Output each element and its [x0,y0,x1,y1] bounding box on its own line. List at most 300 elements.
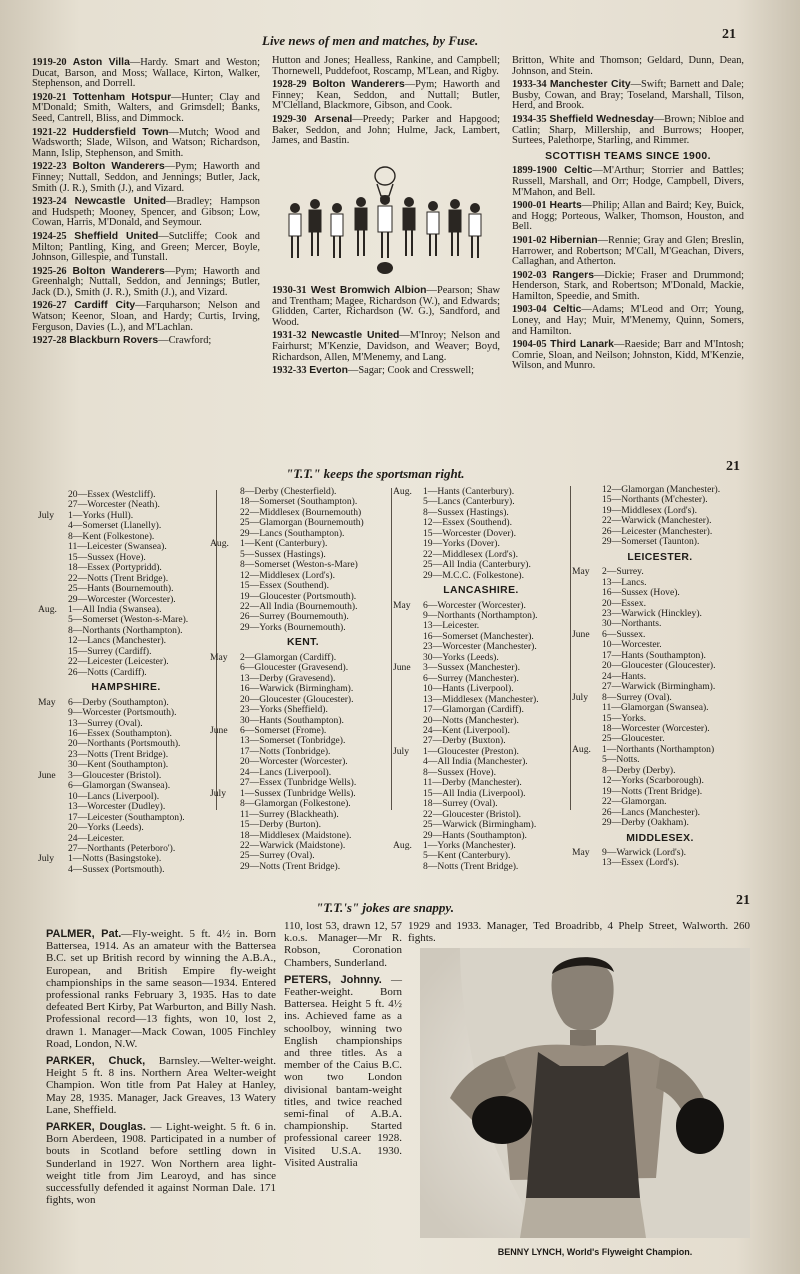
fixture-text: 23—Worcester (Manchester). [423,641,537,653]
fixture-text: 6—Sussex. [602,628,646,640]
team-name: Newcastle United [311,330,400,342]
team-entry [512,115,744,147]
fixture-text: 24—Hants. [602,670,646,682]
column-divider [570,486,571,810]
section1-page-number: 21 [722,27,736,42]
team-name: Cardiff City [74,300,136,312]
section2-header: "T.T." keeps the sportsman right. [286,466,465,481]
team-entry [272,115,500,147]
season-year: 1904-05 [512,339,547,351]
fixture-text: 12—Middlesex (Lord's). [240,569,335,581]
team-players: —Philip; Allan and Baird; Key, Buick, and Hogg; Porteous, Walker, Thomson, Houston, and Bell. [512,200,744,233]
county-heading: LANCASHIRE. [443,585,519,597]
section3-column-1 [46,928,276,1211]
fixture-text: 8—Kent (Folkestone). [68,530,155,542]
fixture-text: 18—Middlesex (Maidstone). [240,829,352,841]
team-name: Hearts [549,200,582,212]
team-entry [32,128,260,160]
fixture-month: May [393,599,411,611]
fixture-text: 3—Gloucester (Bristol). [68,769,162,781]
fixture-text: 4—All India (Manchester). [423,756,528,768]
fixture-month: June [393,662,411,674]
team-name: Aston Villa [72,57,130,68]
fixture-text: 8—Derby (Derby). [602,764,676,776]
column-divider [391,488,392,810]
fixture-row [572,703,748,713]
fixture-text: 1—All India (Swansea). [68,603,162,615]
fixture-text: 18—Surrey (Oval). [423,798,498,810]
team-entry [272,331,500,363]
season-year: 1901-02 [512,234,547,246]
fixture-row [393,862,569,872]
fixture-text: 13—Surrey (Oval). [68,717,143,729]
section1-header: Live news of men and matches, by Fuse. [262,33,479,48]
section1-column-2-bottom [272,286,500,380]
fixture-text: 1—Yorks (Hull). [68,509,134,521]
fixture-text: 15—Worcester (Dover). [423,527,516,539]
fixture-text: 10—Lancs (Liverpool). [68,790,160,802]
section3-column-2 [284,920,402,1174]
biography-continuation: 1929 and 1933. Manager, Ted Broadribb, 4 Phelp Street, Walworth. 260 fights. [408,920,750,945]
team-entry [272,366,500,377]
team-name: Manchester City [549,79,631,91]
fixture-text: 8—Somerset (Weston-s-Mare) [240,559,358,571]
fixture-month: July [38,853,54,865]
biography-entry [46,1121,276,1206]
fixture-row [38,823,214,833]
season-year: 1928-29 [272,79,307,91]
caption-name: BENNY LYNCH, [497,1247,565,1257]
fixture-text: 13—Middlesex (Manchester). [423,693,539,705]
team-players: —Hardy. Smart and Weston; Ducat, Barson, and Moss; Wallace, Kirton, Walker, Stephenson, and Dorrell. [32,57,260,90]
team-players: —Farquharson; Nelson and Watson; Keenor, Sloan, and Hardy; Curtis, Irving, Ferguson, Davies (L.), and M'Lachlan. [32,300,261,333]
fixture-text: 5—Lancs (Canterbury). [423,496,515,508]
fixture-text: 9—Warwick (Lord's). [602,846,687,858]
fixture-text: 6—Worcester (Worcester). [423,599,526,611]
season-year: 1932-33 [272,365,307,377]
fixture-text: 12—Essex (Southend). [423,517,512,529]
team-players: —Brown; Nibloe and Catlin; Sharp, Millership, and Burrows; Hooper, Surtees, Palethorpe, Starling, and Rimmer. [512,113,744,147]
fixture-text: 5—Notts. [602,754,640,766]
team-players: —Dickie; Fraser and Drummond; Henderson, Stark, and Robertson; M'Donald, Mackie, Hamilton, Speedie, and Smith. [512,269,744,302]
team-name: Newcastle United [74,196,167,208]
fixture-text: 6—Surrey (Manchester). [423,672,519,684]
fixture-month: July [572,691,588,703]
fixture-text: 13—Lancs. [602,576,647,588]
season-year: 1900-01 [512,200,547,212]
fixture-text: 8—Notts (Trent Bridge). [423,860,519,872]
season-year: 1924-25 [32,230,67,242]
team-name: Tottenham Hotspur [72,91,172,103]
boxer-photograph [420,948,750,1238]
season-year: 1933-34 [512,79,547,91]
season-year: 1903-04 [512,304,547,316]
biography-text: —Fly-weight. 5 ft. 4½ in. Born Battersea, 1914. As an amateur with the Battersea B.C. set up British record by winning the A.B.A., European, and British Empire fly-weight championships in the same season—1934. Entered professional ranks February 3, 1935. Has to date defeated Bert Kirby, Pat Warburton, and Billy Nash. Professional record—13 fights, won 10, lost 2, drawn 1. Manager—Mack Cowan, 1005 Finchley Road, London, N.W. [46,928,276,1050]
fixture-text: 26—Surrey (Bournemouth). [240,611,349,623]
fixture-text: 20—Gloucester (Gloucester). [240,693,354,705]
fixture-text: 8—Sussex (Hove). [423,766,497,778]
fixture-row [572,818,748,828]
fixture-row [210,623,396,633]
fixture-text: 25—Warwick (Birmingham). [423,819,537,831]
fixture-text: 30—Northants. [602,618,662,630]
fixture-text: 20—Worcester (Worcester). [240,756,348,768]
fixture-text: 1—Hants (Canterbury). [423,486,515,497]
fixture-text: 19—Yorks (Dover). [423,538,500,550]
fixture-text: 25—Glamorgan (Bournemouth) [240,517,364,529]
team-name: Bolton Wanderers [72,161,165,173]
fixture-text: 25—Surrey (Oval). [240,850,315,862]
team-entry [32,93,260,125]
section2-column-3 [393,487,569,872]
team-entry [512,166,744,198]
season-year: 1934-35 [512,113,547,125]
fixture-text: 1—Notts (Basingstoke). [68,853,162,865]
fixture-text: 26—Lancs (Manchester). [602,806,701,818]
section3-header: "T.T.'s" jokes are snappy. [316,900,454,915]
fixture-text: 15—All India (Liverpool). [423,787,526,799]
season-year: 1919-20 [32,57,67,68]
team-entry [272,80,500,112]
section1-column-2-top [272,56,500,150]
fixture-row [572,745,748,755]
season-year: 1923-24 [32,196,67,208]
fixture-text: 20—Essex. [602,597,646,609]
fixture-text: 5—Sussex (Hastings). [240,548,326,560]
season-year: 1899-1900 [512,165,558,177]
team-entry [32,232,260,264]
fixture-text: 9—Northants (Northampton). [423,609,538,621]
team-players: —Swift; Barnett and Dale; Busby, Cowan, and Bray; Toseland, Marshall, Tilson, Herd, and Brook. [512,79,744,112]
biography-entry [46,928,276,1050]
team-players: —Mutch; Wood and Wadsworth; Slade, Wilson, and Watson; Richardson, Mann, Islip, Stephenson, and Smith. [32,126,260,159]
fixture-text: 8—Surrey (Oval). [602,691,672,703]
team-name: Bolton Wanderers [312,79,405,91]
fixture-text: 27—Derby (Buxton). [423,735,506,747]
fixture-text: 27—Warwick (Birmingham). [602,681,716,693]
fixture-text: 1—Sussex (Tunbridge Wells). [240,787,356,799]
team-players: —Bradley; Hampson and Hudspeth; Mooney, Spencer, and Gibson; Low, Cowan, Harris, M'Donald, and Seymour. [32,196,260,229]
fixture-text: 29—Worcester (Worcester). [68,593,176,605]
fixture-text: 29—Notts (Trent Bridge). [240,860,341,872]
team-name: Huddersfield Town [72,126,169,138]
fixture-text: 26—Leicester (Manchester). [602,525,713,537]
fixture-text: 11—Surrey (Blackheath). [240,808,339,820]
season-year: 1930-31 [272,285,307,296]
fixture-text: 15—Yorks. [602,712,647,724]
fixture-text: 29—Hants (Southampton). [423,829,527,841]
fixture-text: 4—Somerset (Llanelly). [68,520,162,532]
team-entry [512,340,744,372]
fixture-text: 18—Somerset (Southampton). [240,496,358,508]
team-name: Third Lanark [550,339,614,351]
fixture-text: 22—Warwick (Manchester). [602,515,712,527]
fixture-row [572,858,748,868]
team-players: —Pym; Haworth and Finney; Kean, Seddon, and Nuttall; Butler, M'Clelland, Blackmore, Gibson, and Cook. [272,79,500,112]
fixture-month: June [210,724,228,736]
section2-column-4 [572,485,748,869]
fixture-row [38,865,214,875]
fixture-text: 17—Glamorgan (Cardiff). [423,704,524,716]
fixture-text: 27—Essex (Tunbridge Wells). [240,777,357,789]
season-year: 1920-21 [32,91,67,103]
section2-column-2 [210,487,396,872]
fixture-text: 22—Middlesex (Lord's). [423,548,518,560]
fixture-text: 29—Yorks (Bournemouth). [240,621,346,633]
fixture-text: 19—Gloucester (Portsmouth). [240,590,357,602]
fixture-text: 15—Derby (Burton). [240,819,321,831]
fixture-row [572,588,748,598]
fixture-text: 29—Lancs (Southampton). [240,527,345,539]
caption-title: World's Flyweight Champion. [564,1247,693,1257]
section2-page-number: 21 [726,459,740,474]
fixture-text: 17—Notts (Tonbridge). [240,745,331,757]
fixture-text: 22—Gloucester (Bristol). [423,808,522,820]
county-heading: LEICESTER. [627,551,693,563]
fixture-text: 15—Surrey (Cardiff). [68,645,152,657]
fixture-text: 17—Leicester (Southampton). [68,811,185,823]
team-players: —Hunter; Clay and M'Donald; Smith, Walters, and Grimsdell; Banks, Seed, Cantrell, Bliss, and Dimmock. [32,91,260,124]
fixture-text: 6—Derby (Southampton). [68,696,169,708]
fixture-text: 13—Leicester. [423,620,480,632]
fixture-month: May [572,566,590,578]
fixture-row [393,571,569,581]
fixture-text: 20—Gloucester (Gloucester). [602,660,716,672]
biography-entry [46,1055,276,1116]
fixture-row [572,537,748,547]
team-players: —Pym; Haworth and Finney; Nuttall, Seddon, and Jennings; Butler, Jack, Smith (J. R.), Smith (J.), and Vizard. [32,161,260,194]
scottish-heading: SCOTTISH TEAMS SINCE 1900. [545,150,711,162]
season-year: 1927-28 [32,335,67,347]
fixture-text: 11—Leicester (Swansea). [68,541,167,553]
county-heading: KENT. [286,637,320,649]
fixture-text: 5—Kent (Canterbury). [423,850,511,862]
season-year: 1922-23 [32,161,67,173]
biography-text: —Feather-weight. Born Battersea. Height 5 ft. 4½ ins. Achieved fame as a schoolboy, winning two English championships and three titles. As a member of the Caius B.C. won two London divisional bantam-weight titles, and twice reached semi-final of A.B.A. championship. Started professional career 1928. Visited U.S.A. 1930. Visited Australia [284,973,402,1169]
team-name: Celtic [564,165,593,177]
fixture-row [393,611,569,621]
fixture-text: 1—Yorks (Manchester). [423,839,516,851]
fixture-month: May [210,651,228,663]
fixture-row [210,862,396,872]
season-year: 1929-30 [272,113,307,125]
fixture-text: 19—Notts (Trent Bridge). [602,785,703,797]
footballers-illustration [281,164,489,276]
team-name: Blackburn Rovers [69,335,159,347]
fixture-text: 18—Worcester (Worcester). [602,722,710,734]
fixture-text: 15—Northants (M'chester). [602,494,708,506]
fixture-text: 5—Somerset (Weston-s-Mare). [68,614,189,626]
team-name: Rangers [552,269,594,281]
team-players: —Pearson; Shaw and Trentham; Magee, Richardson (W.), and Edwards; Glidden, Carter, Richardson (W. G.), Sandford, and Wood. [272,285,500,328]
fixture-text: 22—Glamorgan. [602,796,667,808]
fixture-text: 13—Worcester (Dudley). [68,801,166,813]
fixture-text: 22—Notts (Trent Bridge). [68,572,169,584]
fixture-text: 16—Sussex (Hove). [602,587,680,599]
fixture-text: 24—Leicester. [68,832,125,844]
biography-entry [284,920,402,969]
fixture-text: 22—Leicester (Leicester). [68,656,169,668]
fixture-month: June [38,769,56,781]
fixture-month: May [572,846,590,858]
fixture-text: 8—Derby (Chesterfield). [240,486,337,497]
team-players: —Sutcliffe; Cook and Milton; Pantling, King, and Green; Mercer, Boyle, Johnson, Gillespie, and Tunstall. [32,230,260,264]
fixture-text: 15—Essex (Southend). [240,580,329,592]
fixture-text: 30—Kent (Southampton). [68,759,169,771]
fixture-text: 24—Kent (Liverpool). [423,724,510,736]
county-heading: MIDDLESEX. [626,832,694,844]
fixture-text: 11—Derby (Manchester). [423,777,522,789]
team-entry [32,197,260,229]
team-entry [512,80,744,112]
fixture-text: 1—Gloucester (Preston). [423,745,519,757]
team-name: Bolton Wanderers [72,265,165,277]
fixture-month: July [38,509,54,521]
fixture-text: 22—Middlesex (Bournemouth) [240,506,362,518]
biography-text: 110, lost 53, drawn 12, 57 k.o.s. Manager—Mr R. Robson, Coronation Chambers, Sunderland. [284,920,402,969]
section3-page-number: 21 [736,893,750,908]
fixture-text: 19—Middlesex (Lord's). [602,504,697,516]
section3-top-right-text [408,920,750,949]
fixture-month: Aug. [572,743,591,755]
biography-entry [284,974,402,1169]
fixture-month: May [38,696,56,708]
team-players: Hutton and Jones; Healless, Rankine, and Campbell; Thornewell, Puddefoot, Roscamp, M'Lean, and Rigby. [272,55,500,77]
team-entry [32,301,260,333]
team-name: West Bromwich Albion [310,285,427,296]
fixture-text: 20—Notts (Manchester). [423,714,519,726]
team-entry [32,267,260,299]
fixture-text: 27—Worcester (Neath). [68,499,160,511]
fixture-text: 11—Glamorgan (Swansea). [602,702,709,714]
team-entry [512,305,744,337]
fixture-text: 13—Derby (Gravesend). [240,672,336,684]
fixture-text: 2—Glamorgan (Cardiff). [240,651,337,663]
fixture-row [572,567,748,577]
team-name: Sheffield United [74,230,159,242]
fixture-text: 27—Northants (Peterboro'). [68,842,176,854]
boxer-name: PETERS, Johnny. [284,973,382,986]
fixture-text: 16—Warwick (Birmingham). [240,683,354,695]
fixture-text: 13—Somerset (Tonbridge). [240,735,346,747]
team-name: Arsenal [314,113,353,125]
team-players: —Rennie; Gray and Glen; Breslin, Harrower, and Robertson; M'Call, M'Geachan, Divers, Callaghan, and Atherton. [512,234,744,268]
fixture-text: 23—Yorks (Sheffield). [240,704,328,716]
fixture-month: July [393,745,409,757]
fixture-text: 2—Surrey. [602,566,644,578]
team-entry [32,336,260,347]
team-players: —Preedy; Parker and Hapgood; Baker, Seddon, and John; Hulme, Jack, Lambert, James, and Bastin. [272,113,500,147]
fixture-month: Aug. [38,603,57,615]
team-entry [32,58,260,90]
fixture-text: 25—All India (Canterbury). [423,559,531,571]
county-heading: HAMPSHIRE. [91,682,161,694]
fixture-text: 3—Sussex (Manchester). [423,662,520,674]
team-players: —Raeside; Barr and M'Intosh; Comrie, Sloan, and Neilson; Johnston, Kidd, M'Kenzie, Wilson, and Munro. [512,339,744,372]
fixture-text: 30—Hants (Southampton). [240,714,344,726]
fixture-text: 8—Sussex (Hastings). [423,506,509,518]
section1-column-1 [32,58,260,350]
fixture-text: 12—Lancs (Manchester). [68,635,167,647]
boxer-name: PALMER, Pat. [46,928,122,940]
fixture-text: 12—Yorks (Scarborough). [602,775,704,787]
season-year: 1921-22 [32,126,67,138]
fixture-text: 23—Notts (Trent Bridge). [68,748,169,760]
team-players: —Pym; Haworth and Greenhalgh; Nuttall, Seddon, and Jennings; Butler, Jack (D.), Smith (J. R.), Smith (J.), and Vizard. [32,265,260,298]
team-players: —M'Inroy; Nelson and Fairhurst; M'Kenzie, Davidson, and Weaver; Boyd, Richardson, Allen, M'Menemy, and Lang. [272,330,500,363]
fixture-month: July [210,787,226,799]
fixture-month: June [572,628,590,640]
fixture-text: 13—Essex (Lord's). [602,857,679,869]
fixture-text: 29—Somerset (Taunton). [602,536,700,548]
fixture-text: 6—Somerset (Frome). [240,724,327,736]
team-entry [272,286,500,328]
fixture-month: Aug. [393,486,412,497]
fixture-text: 18—Essex (Portypridd). [68,562,162,574]
fixture-text: 8—Glamorgan (Folkestone). [240,798,351,810]
boxer-name: PARKER, Douglas. [46,1121,146,1134]
fixture-text: 6—Gloucester (Gravesend). [240,662,349,674]
fixture-month: Aug. [393,839,412,851]
team-entry [512,236,744,268]
fixture-row [572,661,748,671]
team-entry [32,162,260,194]
fixture-text: 22—All India (Bournemouth). [240,600,358,612]
team-continuation: Britton, White and Thomson; Geldard, Dunn, Dean, Johnson, and Stein. [512,55,744,77]
fixture-text: 29—M.C.C. (Folkestone). [423,569,525,581]
fixture-text: 17—Hants (Southampton). [602,649,706,661]
fixture-text: 6—Glamorgan (Swansea). [68,780,171,792]
team-entry [512,271,744,303]
team-players: —Adams; M'Leod and Orr; Young, Loney, and Hay; Muir, M'Menemy, Quinn, Somers, and Hamilton. [512,304,744,337]
section2-column-1 [38,490,214,875]
team-name: Hibernian [549,234,598,246]
biography-text: — Light-weight. 5 ft. 6 in. Born Aberdeen, 1908. Participated in a number of bouts in Scotland before settling down in Sunderland in 1927. Won Northern area light-weight title from Jim Learoyd, and has since successfully defended it against Norman Dale. 171 fights, won [46,1121,276,1207]
biography-text: Barnsley.—Welter-weight. Height 5 ft. 8 ins. Northern Area Welter-weight Champion. Won title from Pat Haley at Hanley, May 28, 1935. Manager, Jack Greaves, 13 Watery Lane, Sheffield. [46,1055,277,1116]
fixture-text: 15—Sussex (Hove). [68,551,146,563]
boxer-name: PARKER, Chuck, [46,1055,146,1068]
fixture-month: Aug. [210,538,229,550]
team-name: Everton [309,365,348,377]
fixture-text: 20—Yorks (Leeds). [68,822,144,834]
fixture-text: 25—Gloucester. [602,733,665,745]
season-year: 1902-03 [512,269,547,281]
fixture-text: 16—Somerset (Manchester). [423,630,534,642]
section1-column-3 [512,56,744,375]
season-year: 1926-27 [32,300,67,312]
fixture-text: 24—Lancs (Liverpool). [240,766,332,778]
team-name: Sheffield Wednesday [549,113,654,125]
team-players: —Crawford; [158,335,212,347]
team-name: Celtic [553,304,582,316]
fixture-text: 16—Essex (Southampton). [68,727,172,739]
fixture-text: 10—Hants (Liverpool). [423,683,514,695]
season-year: 1931-32 [272,330,307,342]
fixture-text: 23—Warwick (Hinckley). [602,607,702,619]
fixture-text: 1—Kent (Canterbury). [240,538,328,550]
fixture-text: 29—Derby (Oakham). [602,817,689,829]
fixture-text: 30—Yorks (Leeds). [423,651,499,663]
season-year: 1925-26 [32,265,67,277]
team-players: —M'Arthur; Storrier and Battles; Russell, Marshall, and Orr; Hodge, Campbell, Divers, M'Mahon, and Bell. [512,165,744,198]
fixture-text: 4—Sussex (Portsmouth). [68,863,165,875]
fixture-text: 26—Notts (Cardiff). [68,666,147,678]
fixture-text: 22—Warwick (Maidstone). [240,839,346,851]
fixture-text: 8—Northants (Northampton). [68,624,183,636]
photo-caption [440,1248,750,1257]
team-players: —Sagar; Cook and Cresswell; [347,365,475,377]
fixture-text: 20—Essex (Westcliff). [68,489,156,500]
